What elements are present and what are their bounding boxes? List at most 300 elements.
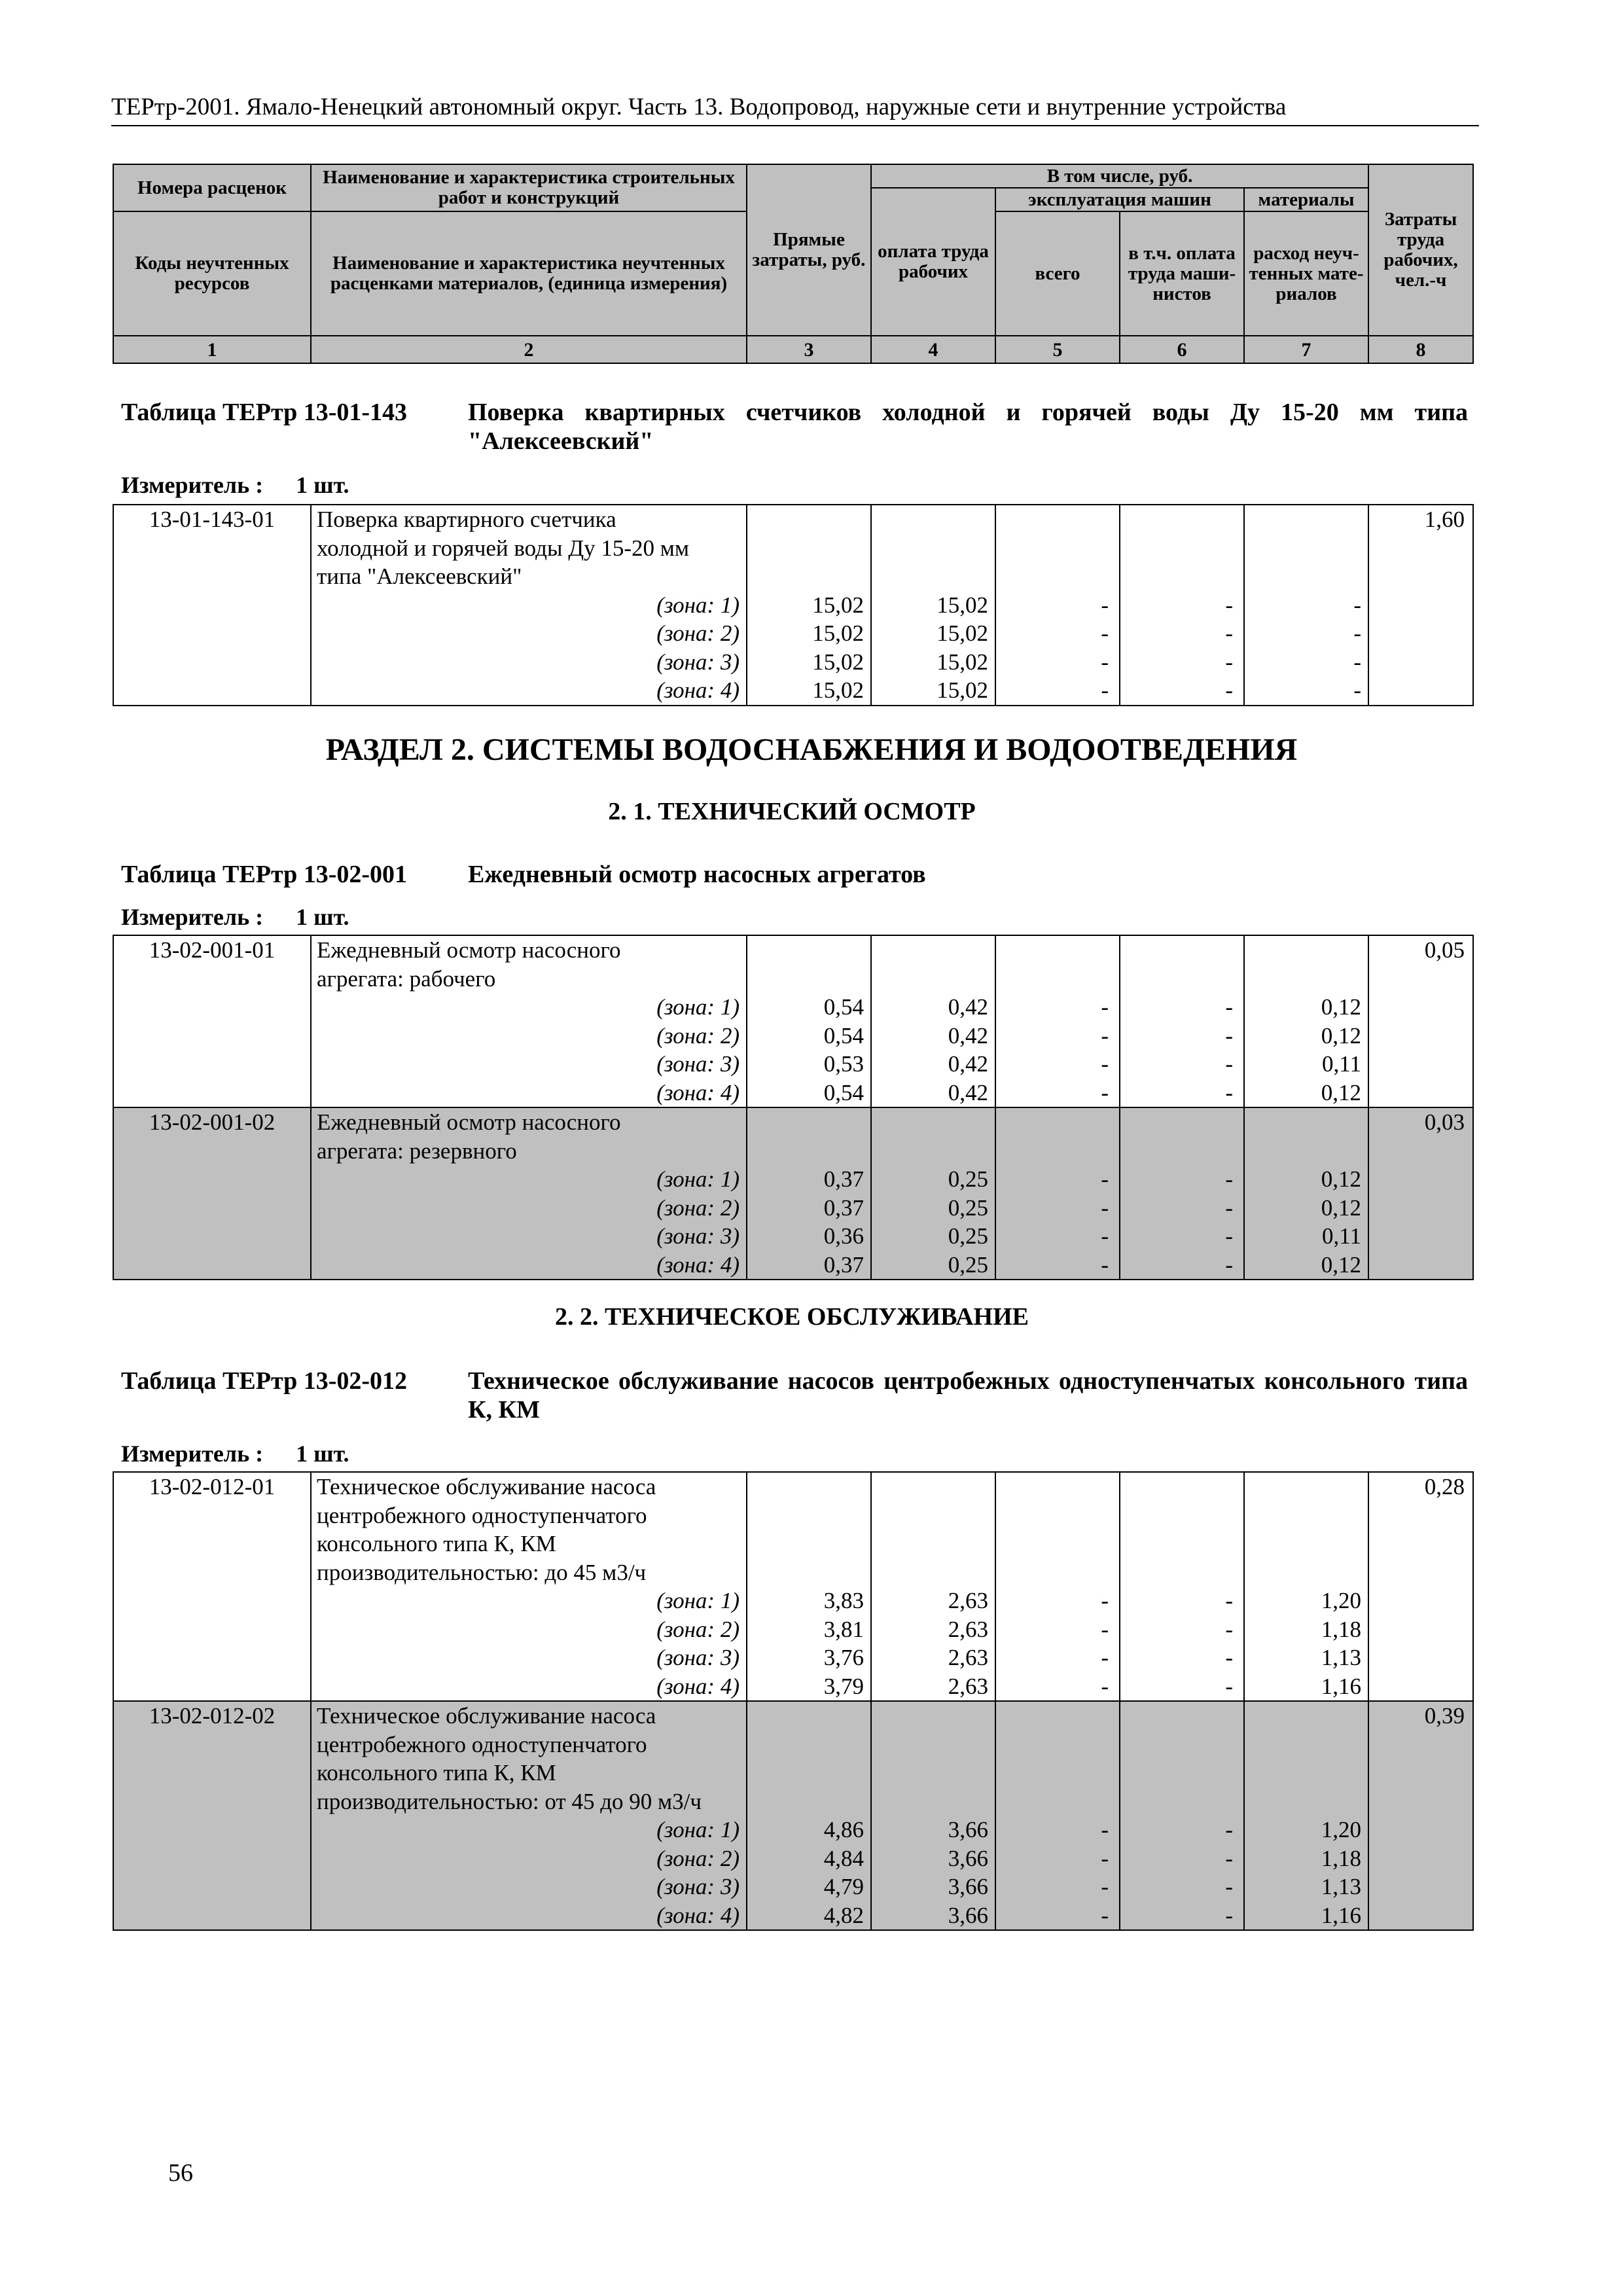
col-header-kody: Коды неучтенных ресурсов xyxy=(113,211,311,336)
rate-description xyxy=(311,1472,747,1701)
machine-cost-cell xyxy=(995,1472,1120,1701)
material-cost: 1,16 xyxy=(1321,1673,1361,1699)
wage-cost: 2,63 xyxy=(948,1645,988,1670)
wage-cost: 0,42 xyxy=(948,1079,988,1105)
description-line: Ежедневный осмотр насосного xyxy=(317,937,621,963)
machine-cost: - xyxy=(1101,1874,1109,1899)
table-row xyxy=(113,1107,1473,1280)
machine-cost: - xyxy=(1101,1845,1109,1871)
machine-cost-cell xyxy=(995,1107,1120,1280)
material-cost: - xyxy=(1353,677,1361,703)
machinist-wage-cell xyxy=(1120,505,1244,706)
material-cost: 1,20 xyxy=(1321,1817,1361,1842)
direct-cost: 3,83 xyxy=(823,1588,864,1613)
spacer-line xyxy=(996,562,1109,591)
spacer-line xyxy=(872,1530,988,1558)
direct-cost-cell xyxy=(747,1472,871,1701)
wage-cost: 0,25 xyxy=(948,1251,988,1278)
material-cost-cell xyxy=(1244,1107,1368,1280)
zone-label: (зона: 3) xyxy=(656,1874,740,1899)
rate-table xyxy=(113,1471,1474,1931)
zone-label: (зона: 3) xyxy=(656,649,740,675)
rate-table xyxy=(113,935,1474,1280)
spacer-line xyxy=(996,1108,1109,1137)
spacer-line xyxy=(1120,1731,1233,1759)
col-header-vsego: всего xyxy=(995,211,1120,336)
spacer-line xyxy=(1245,534,1361,563)
section-title: РАЗДЕЛ 2. СИСТЕМЫ ВОДОСНАБЖЕНИЯ И ВОДООТВЕДЕНИЯ xyxy=(325,732,1298,767)
direct-cost: 0,37 xyxy=(823,1166,864,1192)
material-cost: 0,11 xyxy=(1322,1223,1361,1249)
col-header-oplata-truda: оплата труда рабочих xyxy=(871,188,995,336)
spacer-line xyxy=(1120,1759,1233,1787)
wage-cost: 2,63 xyxy=(948,1673,988,1699)
material-cost: 0,12 xyxy=(1321,1079,1361,1105)
col-header-naim-top: Наименование и характеристика строительных работ и конструкций xyxy=(311,164,747,211)
zone-label: (зона: 4) xyxy=(656,1251,740,1278)
spacer-line xyxy=(996,1530,1109,1558)
rate-description xyxy=(311,505,747,706)
table-title: Техническое обслуживание насосов центробежных одноступенчатых консольного типа К, КМ xyxy=(468,1367,1468,1424)
col-number: 8 xyxy=(1368,336,1473,363)
col-header-zatraty: Затраты труда рабочих, чел.-ч xyxy=(1368,164,1473,336)
table-caption xyxy=(121,860,1468,889)
machine-cost: - xyxy=(1101,1616,1109,1642)
spacer-line xyxy=(747,1108,864,1137)
wage-cost: 3,66 xyxy=(948,1845,988,1871)
spacer-line xyxy=(996,1558,1109,1587)
spacer-line xyxy=(1245,1702,1361,1731)
spacer-line xyxy=(996,534,1109,563)
direct-cost: 15,02 xyxy=(812,620,864,646)
table-id: Таблица ТЕРтр 13-02-001 xyxy=(121,861,408,888)
spacer-line xyxy=(1245,965,1361,994)
description-line: Поверка квартирного счетчика xyxy=(317,507,616,532)
wage-cost: 15,02 xyxy=(936,592,988,618)
spacer-line xyxy=(996,1501,1109,1530)
description-line: центробежного одноступенчатого xyxy=(317,1502,647,1528)
material-cost-cell xyxy=(1244,1701,1368,1930)
machine-cost-cell xyxy=(995,505,1120,706)
rate-description xyxy=(311,1107,747,1280)
description-line: центробежного одноступенчатого xyxy=(317,1731,647,1757)
spacer-line xyxy=(1120,1530,1233,1558)
page-number: 56 xyxy=(168,2159,193,2187)
spacer-line xyxy=(747,534,864,563)
spacer-line xyxy=(872,1759,988,1787)
machine-cost: - xyxy=(1101,620,1109,646)
direct-cost-cell xyxy=(747,1701,871,1930)
machine-cost: - xyxy=(1101,994,1109,1020)
labor-cost: 0,03 xyxy=(1368,1107,1473,1280)
machinist-wage: - xyxy=(1225,1079,1233,1105)
table-row xyxy=(113,1472,1473,1701)
material-cost: 0,12 xyxy=(1321,1166,1361,1192)
rate-description xyxy=(311,935,747,1107)
spacer-line xyxy=(1245,1108,1361,1137)
machine-cost-cell xyxy=(995,1701,1120,1930)
spacer-line xyxy=(872,936,988,965)
subsection-title: 2. 1. ТЕХНИЧЕСКИЙ ОСМОТР xyxy=(608,798,976,825)
spacer-line xyxy=(1120,1108,1233,1137)
description-line: агрегата: резервного xyxy=(317,1138,517,1164)
spacer-line xyxy=(1120,1473,1233,1501)
material-cost: 0,11 xyxy=(1322,1051,1361,1077)
machinist-wage: - xyxy=(1225,1845,1233,1871)
zone-label: (зона: 1) xyxy=(656,1588,740,1613)
description-line: консольного типа К, КМ xyxy=(317,1531,556,1556)
spacer-line xyxy=(747,1501,864,1530)
table-row xyxy=(113,505,1473,706)
wage-cost: 15,02 xyxy=(936,620,988,646)
machinist-wage: - xyxy=(1225,1194,1233,1221)
machine-cost: - xyxy=(1101,1817,1109,1842)
direct-cost: 4,84 xyxy=(823,1845,864,1871)
description-line: производительностью: от 45 до 90 м3/ч xyxy=(317,1788,702,1814)
machinist-wage-cell xyxy=(1120,1472,1244,1701)
material-cost: 0,12 xyxy=(1321,1251,1361,1278)
wage-cost: 3,66 xyxy=(948,1817,988,1842)
document-header: ТЕРтр-2001. Ямало-Ненецкий автономный округ. Часть 13. Водопровод, наружные сети и внутренние устройства xyxy=(111,93,1479,126)
machine-cost: - xyxy=(1101,1902,1109,1928)
spacer-line xyxy=(1120,534,1233,563)
material-cost: 1,18 xyxy=(1321,1616,1361,1642)
direct-cost: 0,37 xyxy=(823,1251,864,1278)
machinist-wage: - xyxy=(1225,1645,1233,1670)
wage-cost-cell xyxy=(871,935,995,1107)
material-cost: 1,20 xyxy=(1321,1588,1361,1613)
machinist-wage: - xyxy=(1225,1223,1233,1249)
zone-label: (зона: 4) xyxy=(656,1902,740,1928)
wage-cost: 15,02 xyxy=(936,649,988,675)
zone-label: (зона: 1) xyxy=(656,1166,740,1192)
machinist-wage: - xyxy=(1225,1874,1233,1899)
spacer-line xyxy=(996,1702,1109,1731)
wage-cost-cell xyxy=(871,1107,995,1280)
table-caption xyxy=(121,1367,1468,1424)
table-title: Поверка квартирных счетчиков холодной и горячей воды Ду 15-20 мм типа "Алексеевский" xyxy=(468,399,1468,455)
zone-label: (зона: 2) xyxy=(656,620,740,646)
labor-cost: 0,28 xyxy=(1368,1472,1473,1701)
description-line: Техническое обслуживание насоса xyxy=(317,1703,656,1729)
machine-cost: - xyxy=(1101,1051,1109,1077)
spacer-line xyxy=(1120,562,1233,591)
zone-label: (зона: 1) xyxy=(656,1817,740,1842)
machinist-wage-cell xyxy=(1120,1107,1244,1280)
direct-cost: 4,82 xyxy=(823,1902,864,1928)
wage-cost: 2,63 xyxy=(948,1616,988,1642)
zone-label: (зона: 1) xyxy=(656,994,740,1020)
material-cost: 1,13 xyxy=(1321,1645,1361,1670)
spacer-line xyxy=(1245,505,1361,534)
wage-cost: 3,66 xyxy=(948,1902,988,1928)
spacer-line xyxy=(1120,1501,1233,1530)
table-id: Таблица ТЕРтр 13-01-143 xyxy=(121,399,408,426)
rate-code: 13-02-012-02 xyxy=(113,1701,311,1930)
spacer-line xyxy=(872,562,988,591)
material-cost: - xyxy=(1353,620,1361,646)
col-header-vtch-oplata: в т.ч. оплата труда маши-нистов xyxy=(1120,211,1244,336)
subsection-title: 2. 2. ТЕХНИЧЕСКОЕ ОБСЛУЖИВАНИЕ xyxy=(554,1303,1029,1331)
zone-label: (зона: 2) xyxy=(656,1194,740,1221)
description-line: Ежедневный осмотр насосного xyxy=(317,1109,621,1135)
material-cost-cell xyxy=(1244,1472,1368,1701)
spacer-line xyxy=(996,965,1109,994)
direct-cost: 0,36 xyxy=(823,1223,864,1249)
material-cost: 1,18 xyxy=(1321,1845,1361,1871)
rate-code: 13-02-001-02 xyxy=(113,1107,311,1280)
description-line: агрегата: рабочего xyxy=(317,965,496,992)
spacer-line xyxy=(1245,562,1361,591)
table-row xyxy=(113,935,1473,1107)
measure-label: Измеритель : xyxy=(121,904,264,930)
spacer-line xyxy=(996,1137,1109,1166)
spacer-line xyxy=(1245,1787,1361,1816)
wage-cost: 0,25 xyxy=(948,1166,988,1192)
col-header-rashod: расход неуч-тенных мате-риалов xyxy=(1244,211,1368,336)
machinist-wage: - xyxy=(1225,649,1233,675)
rate-code: 13-01-143-01 xyxy=(113,505,311,706)
rate-code: 13-02-012-01 xyxy=(113,1472,311,1701)
spacer-line xyxy=(996,505,1109,534)
material-cost: 1,16 xyxy=(1321,1902,1361,1928)
machinist-wage: - xyxy=(1225,1022,1233,1049)
measure-label: Измеритель : xyxy=(121,1441,264,1467)
direct-cost: 0,37 xyxy=(823,1194,864,1221)
machine-cost: - xyxy=(1101,1645,1109,1670)
wage-cost-cell xyxy=(871,505,995,706)
wage-cost: 2,63 xyxy=(948,1588,988,1613)
spacer-line xyxy=(1120,965,1233,994)
machinist-wage: - xyxy=(1225,677,1233,703)
spacer-line xyxy=(872,965,988,994)
machine-cost: - xyxy=(1101,1194,1109,1221)
spacer-line xyxy=(1120,1787,1233,1816)
machine-cost: - xyxy=(1101,1251,1109,1278)
direct-cost: 15,02 xyxy=(812,677,864,703)
direct-cost: 3,81 xyxy=(823,1616,864,1642)
zone-label: (зона: 4) xyxy=(656,1079,740,1105)
wage-cost-cell xyxy=(871,1472,995,1701)
spacer-line xyxy=(747,1787,864,1816)
rate-code: 13-02-001-01 xyxy=(113,935,311,1107)
wage-cost-cell xyxy=(871,1701,995,1930)
machinist-wage: - xyxy=(1225,592,1233,618)
spacer-line xyxy=(1245,1501,1361,1530)
description-line: холодной и горячей воды Ду 15-20 мм xyxy=(317,535,690,561)
material-cost-cell xyxy=(1244,935,1368,1107)
col-number: 3 xyxy=(747,336,871,363)
spacer-line xyxy=(872,1558,988,1587)
machinist-wage-cell xyxy=(1120,935,1244,1107)
machinist-wage: - xyxy=(1225,1588,1233,1613)
spacer-line xyxy=(996,1473,1109,1501)
spacer-line xyxy=(996,1731,1109,1759)
measure-value: 1 шт. xyxy=(296,1441,349,1467)
zone-label: (зона: 3) xyxy=(656,1051,740,1077)
col-number: 5 xyxy=(995,336,1120,363)
spacer-line xyxy=(1120,1137,1233,1166)
spacer-line xyxy=(872,1108,988,1137)
machinist-wage: - xyxy=(1225,994,1233,1020)
measure-line xyxy=(121,1440,349,1467)
spacer-line xyxy=(996,1787,1109,1816)
zone-label: (зона: 2) xyxy=(656,1022,740,1049)
col-number: 6 xyxy=(1120,336,1244,363)
material-cost-cell xyxy=(1244,505,1368,706)
col-header-num-rascenok: Номера расценок xyxy=(113,164,311,211)
spacer-line xyxy=(1245,1759,1361,1787)
rate-table xyxy=(113,504,1474,706)
machinist-wage: - xyxy=(1225,620,1233,646)
material-cost: 0,12 xyxy=(1321,994,1361,1020)
spacer-line xyxy=(872,1731,988,1759)
direct-cost: 0,54 xyxy=(823,1022,864,1049)
spacer-line xyxy=(747,1137,864,1166)
wage-cost: 0,42 xyxy=(948,1051,988,1077)
table-id: Таблица ТЕРтр 13-02-012 xyxy=(121,1367,408,1395)
spacer-line xyxy=(872,534,988,563)
spacer-line xyxy=(1245,936,1361,965)
wage-cost: 15,02 xyxy=(936,677,988,703)
direct-cost: 4,86 xyxy=(823,1817,864,1842)
spacer-line xyxy=(747,1530,864,1558)
spacer-line xyxy=(1245,1473,1361,1501)
wage-cost: 0,25 xyxy=(948,1194,988,1221)
spacer-line xyxy=(1245,1558,1361,1587)
direct-cost-cell xyxy=(747,1107,871,1280)
direct-cost: 15,02 xyxy=(812,592,864,618)
spacer-line xyxy=(1120,1558,1233,1587)
machine-cost: - xyxy=(1101,1079,1109,1105)
measure-line xyxy=(121,471,349,499)
spacer-line xyxy=(872,1473,988,1501)
spacer-line xyxy=(747,1759,864,1787)
spacer-line xyxy=(872,1702,988,1731)
machine-cost: - xyxy=(1101,592,1109,618)
col-number: 7 xyxy=(1244,336,1368,363)
spacer-line xyxy=(747,562,864,591)
direct-cost-cell xyxy=(747,505,871,706)
direct-cost: 0,53 xyxy=(823,1051,864,1077)
machinist-wage: - xyxy=(1225,1902,1233,1928)
col-number: 2 xyxy=(311,336,747,363)
machine-cost-cell xyxy=(995,935,1120,1107)
wage-cost: 0,42 xyxy=(948,1022,988,1049)
col-header-v-tom-chisle: В том числе, руб. xyxy=(871,164,1368,188)
spacer-line xyxy=(1245,1530,1361,1558)
measure-value: 1 шт. xyxy=(296,472,349,498)
machine-cost: - xyxy=(1101,1223,1109,1249)
direct-cost: 3,79 xyxy=(823,1673,864,1699)
description-line: производительностью: до 45 м3/ч xyxy=(317,1559,647,1585)
zone-label: (зона: 1) xyxy=(656,592,740,618)
machine-cost: - xyxy=(1101,1673,1109,1699)
spacer-line xyxy=(996,1759,1109,1787)
spacer-line xyxy=(747,936,864,965)
table-title: Ежедневный осмотр насосных агрегатов xyxy=(468,861,926,888)
col-header-naim-bottom: Наименование и характеристика неучтенных расценками материалов, (единица измерения) xyxy=(311,211,747,336)
spacer-line xyxy=(1120,1702,1233,1731)
measure-label: Измеритель : xyxy=(121,472,264,498)
spacer-line xyxy=(872,1787,988,1816)
zone-label: (зона: 4) xyxy=(656,1673,740,1699)
machinist-wage: - xyxy=(1225,1051,1233,1077)
spacer-line xyxy=(747,1473,864,1501)
measure-line xyxy=(121,903,349,931)
col-number: 4 xyxy=(871,336,995,363)
wage-cost: 0,25 xyxy=(948,1223,988,1249)
direct-cost: 0,54 xyxy=(823,1079,864,1105)
zone-label: (зона: 2) xyxy=(656,1616,740,1642)
spacer-line xyxy=(1245,1731,1361,1759)
zone-label: (зона: 3) xyxy=(656,1645,740,1670)
machinist-wage-cell xyxy=(1120,1701,1244,1930)
measure-value: 1 шт. xyxy=(296,904,349,930)
spacer-line xyxy=(872,505,988,534)
direct-cost: 4,79 xyxy=(823,1874,864,1899)
wage-cost: 0,42 xyxy=(948,994,988,1020)
spacer-line xyxy=(1245,1137,1361,1166)
material-cost: 0,12 xyxy=(1321,1022,1361,1049)
spacer-line xyxy=(996,936,1109,965)
table-row xyxy=(113,1701,1473,1930)
machine-cost: - xyxy=(1101,1588,1109,1613)
zone-label: (зона: 2) xyxy=(656,1845,740,1871)
material-cost: - xyxy=(1353,649,1361,675)
spacer-line xyxy=(747,1731,864,1759)
machinist-wage: - xyxy=(1225,1251,1233,1278)
spacer-line xyxy=(872,1137,988,1166)
direct-cost-cell xyxy=(747,935,871,1107)
material-cost: 0,12 xyxy=(1321,1194,1361,1221)
machine-cost: - xyxy=(1101,677,1109,703)
labor-cost: 1,60 xyxy=(1368,505,1473,706)
material-cost: 1,13 xyxy=(1321,1874,1361,1899)
col-header-materialy: материалы xyxy=(1244,188,1368,211)
direct-cost: 15,02 xyxy=(812,649,864,675)
labor-cost: 0,05 xyxy=(1368,935,1473,1107)
description-line: типа "Алексеевский" xyxy=(317,564,522,589)
col-number: 1 xyxy=(113,336,311,363)
direct-cost: 0,54 xyxy=(823,994,864,1020)
rate-description xyxy=(311,1701,747,1930)
labor-cost: 0,39 xyxy=(1368,1701,1473,1930)
machine-cost: - xyxy=(1101,1022,1109,1049)
material-cost: - xyxy=(1353,592,1361,618)
col-header-ekspl-mashin: эксплуатация машин xyxy=(995,188,1244,211)
zone-label: (зона: 4) xyxy=(656,677,740,703)
zone-label: (зона: 3) xyxy=(656,1223,740,1249)
col-header-pryamye: Прямые затраты, руб. xyxy=(747,164,871,336)
spacer-line xyxy=(747,1558,864,1587)
spacer-line xyxy=(747,505,864,534)
machinist-wage: - xyxy=(1225,1616,1233,1642)
machinist-wage: - xyxy=(1225,1817,1233,1842)
description-line: консольного типа К, КМ xyxy=(317,1760,556,1785)
spacer-line xyxy=(1120,936,1233,965)
description-line: Техническое обслуживание насоса xyxy=(317,1474,656,1499)
machinist-wage: - xyxy=(1225,1166,1233,1192)
column-header-table xyxy=(113,164,1474,364)
spacer-line xyxy=(747,1702,864,1731)
wage-cost: 3,66 xyxy=(948,1874,988,1899)
machine-cost: - xyxy=(1101,649,1109,675)
machinist-wage: - xyxy=(1225,1673,1233,1699)
machine-cost: - xyxy=(1101,1166,1109,1192)
direct-cost: 3,76 xyxy=(823,1645,864,1670)
spacer-line xyxy=(1120,505,1233,534)
